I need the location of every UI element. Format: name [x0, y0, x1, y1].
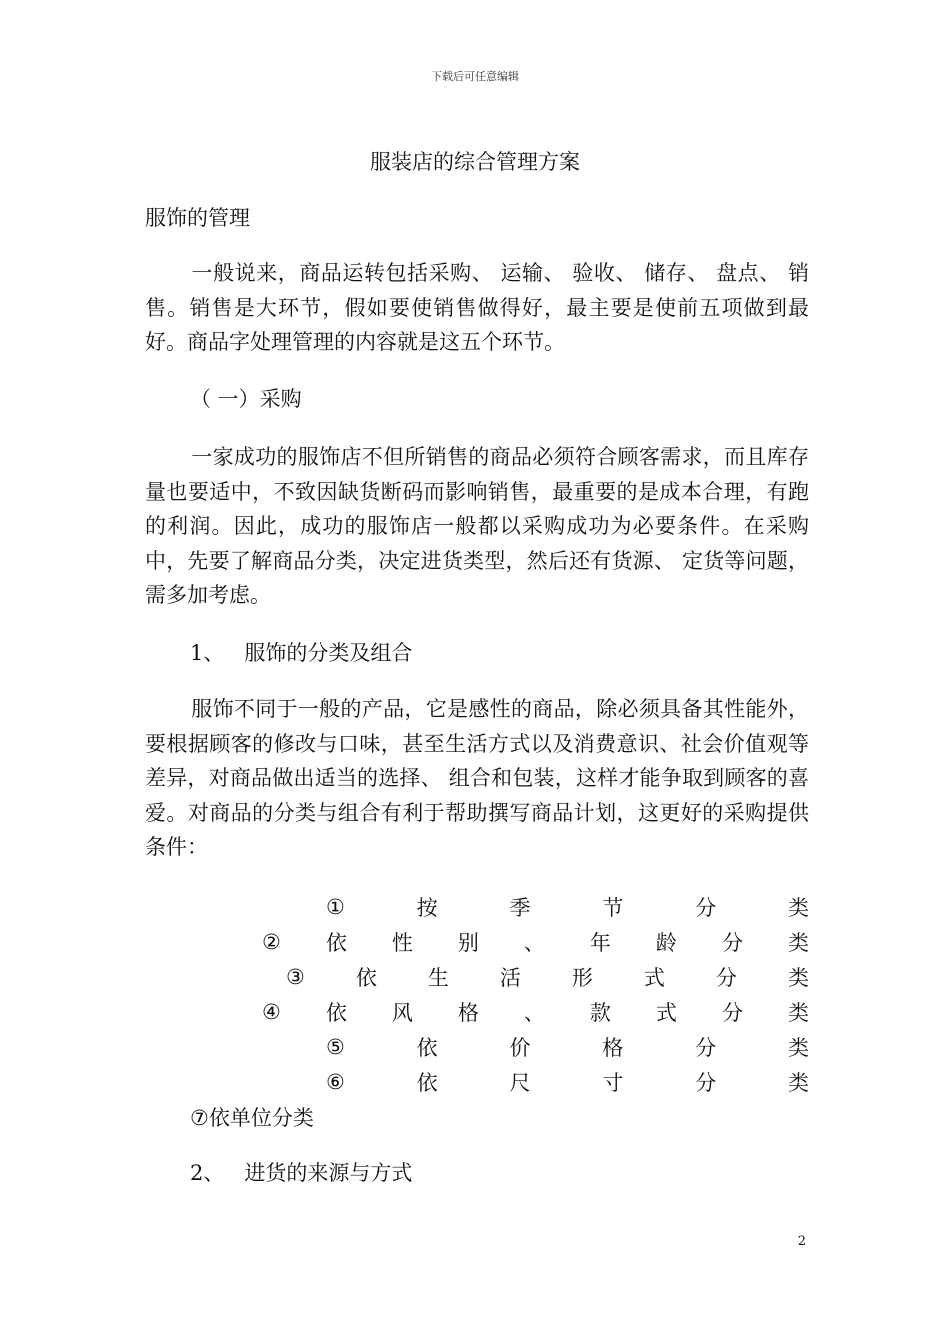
- paragraph-procurement-text: 一家成功的服饰店不但所销售的商品必须符合顾客需求，而且库存量也要适中，不致因缺货断码而影响销售，最重要的是成本合理，有跑的利润。因此，成功的服饰店一般都以采购成功为必要条件。在采购中，先要了解商品分类，决定进货类型，然后还有货源、 定货等问题，需多加考虑。: [145, 445, 809, 607]
- row-4-char: 类: [787, 1001, 809, 1025]
- row-2-char: 龄: [655, 931, 677, 955]
- classification-row-3: [286, 960, 809, 994]
- row-5-char: 价: [509, 1036, 531, 1060]
- row-1-char: 按: [416, 896, 438, 920]
- row-4-char: 分: [721, 1001, 743, 1025]
- row-2-char: 性: [391, 931, 413, 955]
- row-1-char: 季: [509, 896, 531, 920]
- paragraph-classification-text: 服饰不同于一般的产品，它是感性的商品，除必须具备其性能外，要根据顾客的修改与口味，甚至生活方式以及消费意识、社会价值观等差异，对商品做出适当的选择、 组合和包装，这样才能争取到顾客的喜爱。对商品的分类与组合有利于帮助撰写商品计划，这更好的采购提供条件：: [145, 697, 809, 859]
- page-number: 2: [797, 1234, 806, 1249]
- row-6-char: 尺: [509, 1071, 531, 1095]
- row-3-char: 生: [427, 966, 449, 990]
- row-3-char: 式: [643, 966, 665, 990]
- row-5-char: ⑤: [326, 1035, 345, 1059]
- row-4-char: 款: [589, 1001, 611, 1025]
- paragraph-classification: [145, 692, 809, 865]
- classification-row-1: [326, 890, 809, 924]
- row-4-char: 风: [391, 1001, 413, 1025]
- classification-row-4: [262, 995, 809, 1029]
- paragraph-procurement: [145, 440, 809, 613]
- paragraph-intro-text: 一般说来，商品运转包括采购、 运输、 验收、 储存、 盘点、 销售。销售是大环节，假如要使销售做得好，最主要是使前五项做到最好。商品字处理管理的内容就是这五个环节。: [145, 261, 809, 354]
- row-2-char: 分: [721, 931, 743, 955]
- row-3-char: 依: [355, 966, 377, 990]
- row-4-char: 式: [655, 1001, 677, 1025]
- row-4-char: ④: [262, 1000, 281, 1024]
- row-6-char: 寸: [602, 1071, 624, 1095]
- classification-row-7: ⑦依单位分类: [190, 1106, 314, 1130]
- subheading-procurement: （ 一）采购: [190, 387, 302, 411]
- numbered-heading-1-text: 服饰的分类及组合: [244, 641, 413, 665]
- numbered-heading-1-number: 1、: [190, 641, 225, 665]
- row-5-char: 类: [787, 1036, 809, 1060]
- classification-row-6: [326, 1065, 809, 1099]
- row-3-char: 分: [715, 966, 737, 990]
- row-6-char: 类: [787, 1071, 809, 1095]
- paragraph-intro: [145, 256, 809, 360]
- row-1-char: 节: [602, 896, 624, 920]
- row-2-char: ②: [262, 930, 281, 954]
- section-title: 服饰的管理: [145, 206, 250, 230]
- row-2-char: 类: [787, 931, 809, 955]
- row-6-char: 依: [416, 1071, 438, 1095]
- numbered-heading-2-number: 2、: [190, 1161, 225, 1185]
- numbered-heading-2: [190, 1157, 412, 1187]
- row-2-char: 别: [457, 931, 479, 955]
- row-3-char: 类: [787, 966, 809, 990]
- row-3-char: 形: [571, 966, 593, 990]
- row-5-char: 分: [695, 1036, 717, 1060]
- row-6-char: 分: [695, 1071, 717, 1095]
- row-1-char: ①: [326, 895, 345, 919]
- row-4-char: 格: [457, 1001, 479, 1025]
- header-note: 下载后可任意编辑: [431, 70, 519, 83]
- document-title: 服装店的综合管理方案: [370, 150, 580, 174]
- row-1-char: 类: [787, 896, 809, 920]
- classification-row-2: [262, 925, 809, 959]
- row-2-char: 、: [523, 931, 545, 955]
- row-5-char: 依: [416, 1036, 438, 1060]
- numbered-heading-2-text: 进货的来源与方式: [244, 1161, 413, 1185]
- row-3-char: 活: [499, 966, 521, 990]
- row-6-char: ⑥: [326, 1070, 345, 1094]
- classification-row-5: [326, 1030, 809, 1064]
- row-2-char: 年: [589, 931, 611, 955]
- row-5-char: 格: [602, 1036, 624, 1060]
- row-4-char: 、: [523, 1001, 545, 1025]
- row-4-char: 依: [325, 1001, 347, 1025]
- row-3-char: ③: [286, 965, 305, 989]
- row-1-char: 分: [695, 896, 717, 920]
- numbered-heading-1: [190, 637, 412, 667]
- row-2-char: 依: [325, 931, 347, 955]
